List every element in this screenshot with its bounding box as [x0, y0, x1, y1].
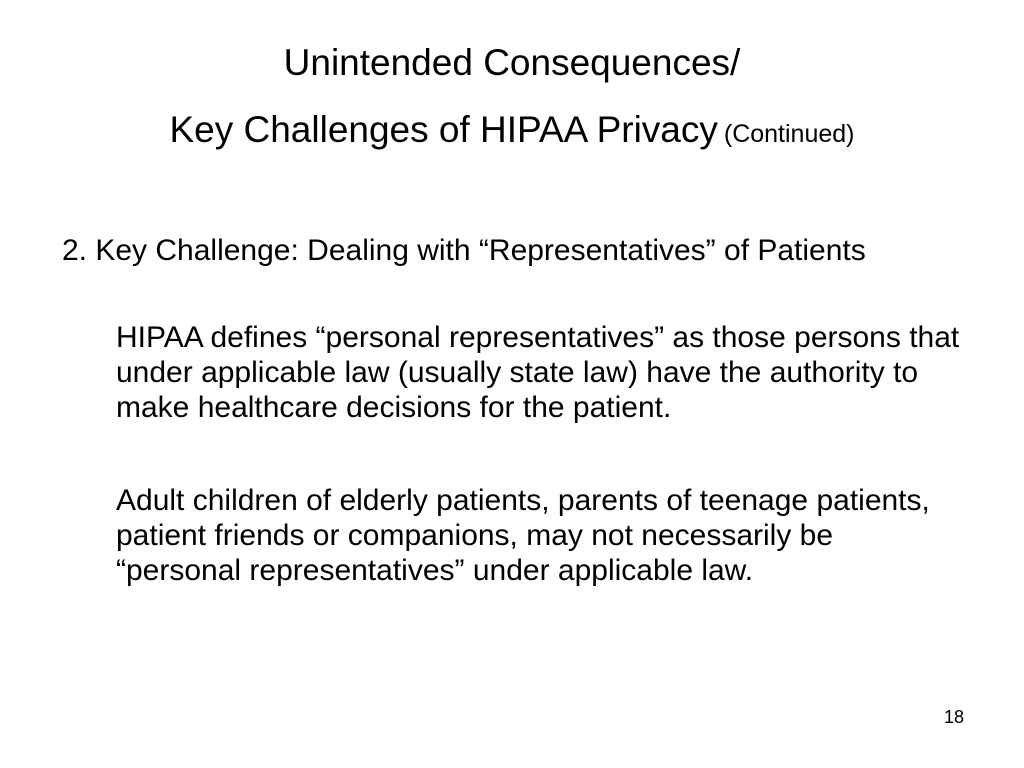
slide-title-main: Key Challenges of HIPAA Privacy [169, 109, 718, 150]
personal-representatives-definition: HIPAA defines “personal representatives” as those persons that under applicable law (usually state law) have the authority to make healthcare decisions for the patient. [116, 321, 960, 424]
slide-title-continued: (Continued) [723, 120, 855, 148]
personal-representatives-examples: Adult children of elderly patients, parents of teenage patients, patient friends or companions, may not necessarily be “personal representatives” under applicable law. [116, 484, 930, 587]
page-number: 18 [943, 707, 964, 727]
slide-title-line-1: Unintended Consequences/ [283, 42, 741, 83]
slide-title-line-2 [0, 107, 1024, 157]
key-challenge-heading: 2. Key Challenge: Dealing with “Representatives” of Patients [62, 234, 866, 267]
